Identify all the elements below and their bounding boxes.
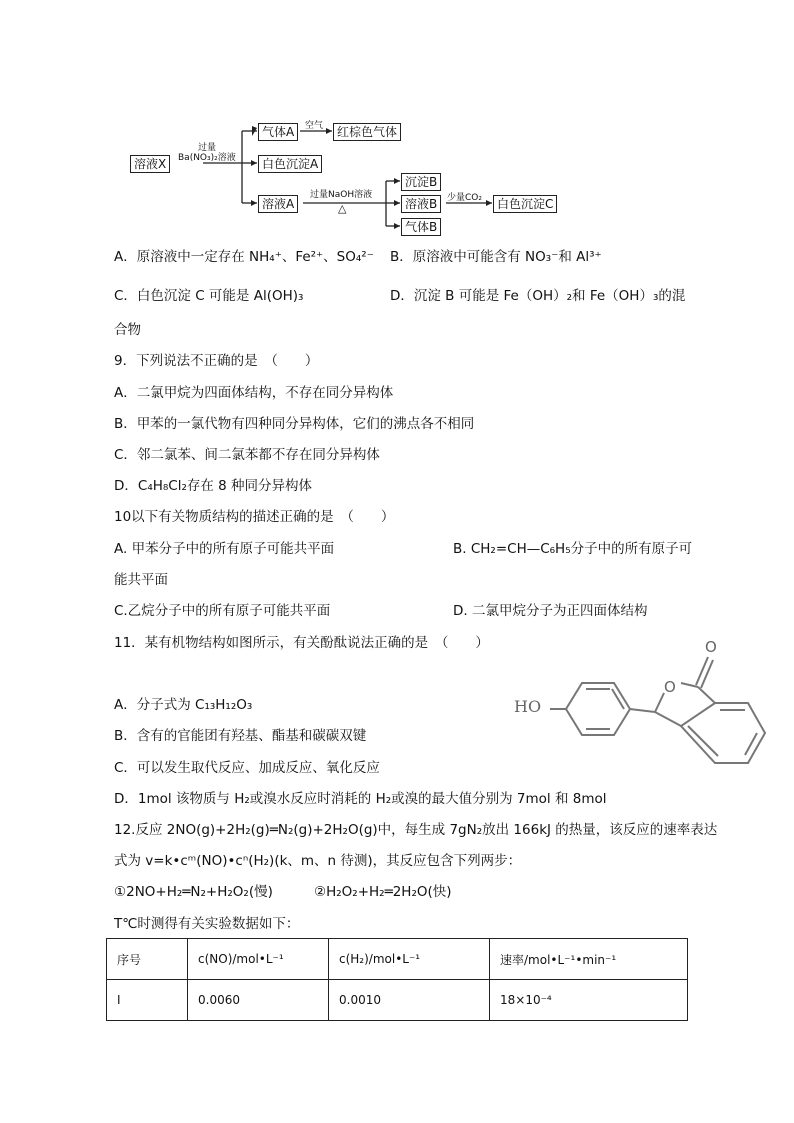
q10-option-c: C.乙烷分子中的所有原子可能共平面 [114,603,331,619]
q12-step1: ①2NO+H₂═N₂+H₂O₂(慢) [114,884,273,900]
flowchart-arrows [0,0,794,240]
air-label: 空气 [305,121,324,131]
box-gas-b: 气体B [401,218,441,236]
structure-ho-label: HO [514,697,542,716]
structure-ring-oxygen: O [664,678,676,696]
table-cell: I [107,980,188,1021]
q12-step2: ②H₂O₂+H₂═2H₂O(快) [314,884,452,900]
q12-line3: T℃时测得有关实验数据如下： [114,916,300,932]
box-solution-a: 溶液A [258,195,298,213]
experiment-table [106,938,688,1021]
table-cell: 18×10⁻⁴ [490,980,688,1021]
q10-option-b-cont: 能共平面 [114,572,168,588]
q8-option-d: D．沉淀 B 可能是 Fe（OH）₂和 Fe（OH）₃的混 [390,288,686,304]
q9-option-a: A．二氯甲烷为四面体结构，不存在同分异构体 [114,385,394,401]
q8-option-d-cont: 合物 [114,322,141,338]
box-solution-b: 溶液B [401,195,441,213]
box-white-ppt-c: 白色沉淀C [493,195,557,213]
table-header-cell: 速率/mol•L⁻¹•min⁻¹ [490,939,688,980]
table-header-cell: c(H₂)/mol•L⁻¹ [329,939,490,980]
reagent-top-label: 过量 [198,143,217,153]
box-ppt-b: 沉淀B [401,173,441,191]
table-header-cell: c(NO)/mol•L⁻¹ [188,939,329,980]
q12-line2: 式为 v=k•cᵐ(NO)•cⁿ(H₂)(k、m、n 待测)，其反应包含下列两步： [114,853,522,869]
box-red-brown-gas: 红棕色气体 [333,123,401,141]
q9-option-b: B．甲苯的一氯代物有四种同分异构体，它们的沸点各不相同 [114,416,475,432]
box-solution-x: 溶液X [130,155,170,173]
q9-stem: 9．下列说法不正确的是 （ ） [114,353,319,369]
q11-option-a: A．分子式为 C₁₃H₁₂O₃ [114,697,253,713]
table-header-cell: 序号 [107,939,188,980]
q11-option-c: C．可以发生取代反应、加成反应、氧化反应 [114,760,380,776]
structure-carbonyl-oxygen: O [705,638,717,656]
q10-option-b: B. CH₂=CH—C₆H₅分子中的所有原子可 [453,541,693,557]
q8-option-b: B．原溶液中可能含有 NO₃⁻和 Al³⁺ [390,249,602,265]
table-header-row [107,939,688,980]
q11-option-d: D．1mol 该物质与 H₂或溴水反应时消耗的 H₂或溴的最大值分别为 7mol 和 8mol [114,791,607,807]
co2-label: 少量CO₂ [447,193,482,203]
q9-option-c: C．邻二氯苯、间二氯苯都不存在同分异构体 [114,447,380,463]
box-gas-a: 气体A [258,123,298,141]
reagent-bottom-label: Ba(NO₃)₂溶液 [178,153,236,163]
q11-stem: 11．某有机物结构如图所示，有关酚酞说法正确的是 （ ） [114,635,489,651]
table-cell: 0.0060 [188,980,329,1021]
table-cell: 0.0010 [329,980,490,1021]
q10-stem: 10以下有关物质结构的描述正确的是 （ ） [114,509,395,525]
heat-symbol: △ [338,202,347,215]
q11-option-b: B．含有的官能团有羟基、酯基和碳碳双键 [114,728,367,744]
q10-option-a: A. 甲苯分子中的所有原子可能共平面 [114,541,335,557]
q10-option-d: D. 二氯甲烷分子为正四面体结构 [453,603,648,619]
table-row [107,980,688,1021]
q8-option-a: A．原溶液中一定存在 NH₄⁺、Fe²⁺、SO₄²⁻ [114,249,374,265]
q9-option-d: D．C₄H₈Cl₂存在 8 种同分异构体 [114,478,313,494]
box-white-ppt-a: 白色沉淀A [258,155,322,173]
naoh-label: 过量NaOH溶液 [310,190,373,200]
q8-option-c: C．白色沉淀 C 可能是 Al(OH)₃ [114,288,304,304]
q12-line1: 12.反应 2NO(g)+2H₂(g)═N₂(g)+2H₂O(g)中，每生成 7gN₂放出 166kJ 的热量，该反应的速率表达 [114,822,718,838]
